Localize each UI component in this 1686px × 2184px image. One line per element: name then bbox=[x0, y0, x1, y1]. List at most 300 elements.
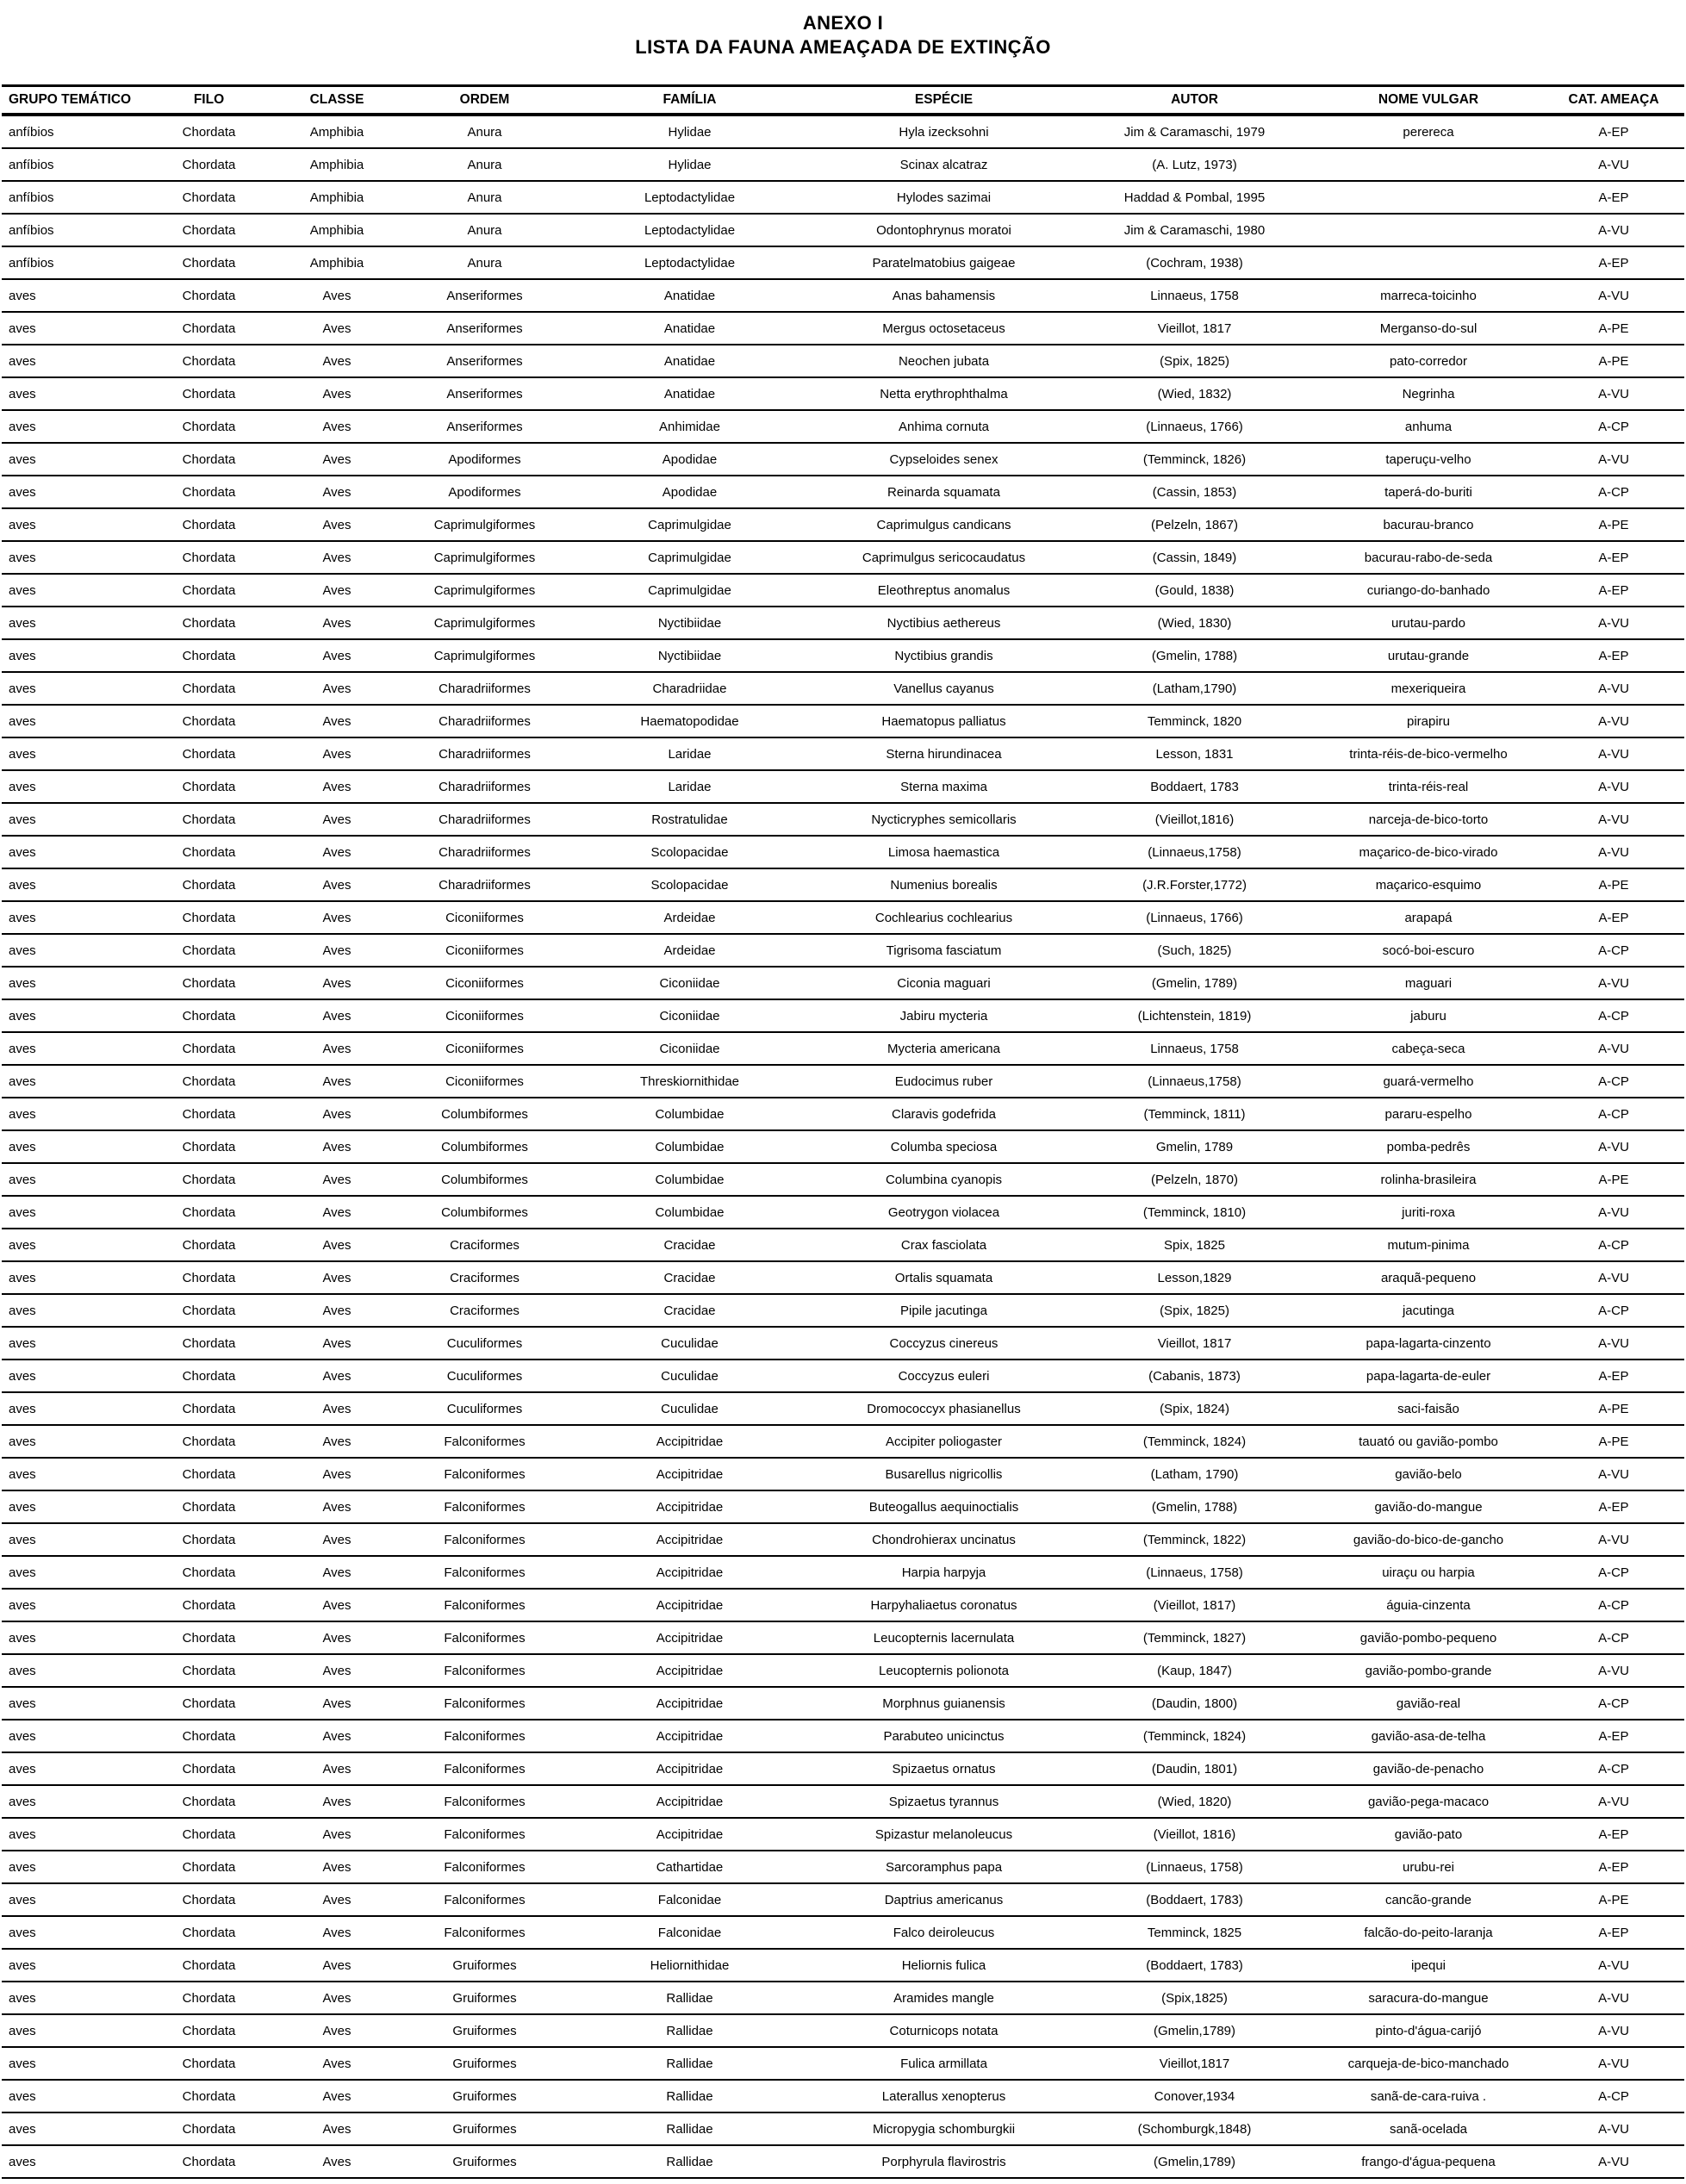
cell-filo: Chordata bbox=[146, 1916, 271, 1949]
cell-autor: (Temminck, 1824) bbox=[1075, 1720, 1314, 1752]
cell-autor: (Wied, 1832) bbox=[1075, 377, 1314, 410]
cell-filo: Chordata bbox=[146, 1851, 271, 1883]
cell-familia: Laridae bbox=[567, 737, 812, 770]
cell-classe: Aves bbox=[271, 1229, 402, 1261]
cell-especie: Crax fasciolata bbox=[812, 1229, 1075, 1261]
table-row bbox=[2, 1032, 1684, 1065]
cell-filo: Chordata bbox=[146, 803, 271, 836]
cell-cat-ameaca: A-VU bbox=[1543, 1458, 1684, 1490]
cell-ordem: Cuculiformes bbox=[402, 1360, 567, 1392]
cell-grupo-tematico: aves bbox=[2, 1130, 146, 1163]
cell-nome-vulgar: uiraçu ou harpia bbox=[1314, 1556, 1543, 1589]
cell-ordem: Ciconiiformes bbox=[402, 999, 567, 1032]
cell-grupo-tematico: aves bbox=[2, 1523, 146, 1556]
cell-familia: Nyctibiidae bbox=[567, 639, 812, 672]
cell-nome-vulgar bbox=[1314, 214, 1543, 246]
cell-filo: Chordata bbox=[146, 1294, 271, 1327]
cell-cat-ameaca: A-EP bbox=[1543, 1720, 1684, 1752]
cell-nome-vulgar: Merganso-do-sul bbox=[1314, 312, 1543, 345]
cell-grupo-tematico: aves bbox=[2, 836, 146, 868]
cell-especie: Scinax alcatraz bbox=[812, 148, 1075, 181]
cell-filo: Chordata bbox=[146, 2080, 271, 2112]
cell-ordem: Falconiformes bbox=[402, 1720, 567, 1752]
cell-filo: Chordata bbox=[146, 1523, 271, 1556]
column-header-filo: FILO bbox=[146, 86, 271, 115]
cell-nome-vulgar: maçarico-esquimo bbox=[1314, 868, 1543, 901]
cell-familia: Accipitridae bbox=[567, 1752, 812, 1785]
cell-ordem: Falconiformes bbox=[402, 1851, 567, 1883]
cell-classe: Aves bbox=[271, 1851, 402, 1883]
table-row bbox=[2, 1392, 1684, 1425]
table-row bbox=[2, 1261, 1684, 1294]
table-row bbox=[2, 574, 1684, 607]
cell-familia: Falconidae bbox=[567, 1916, 812, 1949]
cell-filo: Chordata bbox=[146, 770, 271, 803]
table-row bbox=[2, 508, 1684, 541]
table-row bbox=[2, 279, 1684, 312]
cell-ordem: Anseriformes bbox=[402, 279, 567, 312]
cell-classe: Aves bbox=[271, 1720, 402, 1752]
cell-especie: Nyctibius grandis bbox=[812, 639, 1075, 672]
cell-cat-ameaca: A-EP bbox=[1543, 246, 1684, 279]
table-row bbox=[2, 1163, 1684, 1196]
cell-autor: Conover,1934 bbox=[1075, 2080, 1314, 2112]
cell-classe: Aves bbox=[271, 1392, 402, 1425]
cell-filo: Chordata bbox=[146, 1589, 271, 1621]
cell-familia: Accipitridae bbox=[567, 1785, 812, 1818]
cell-especie: Coccyzus cinereus bbox=[812, 1327, 1075, 1360]
cell-ordem: Anseriformes bbox=[402, 312, 567, 345]
cell-cat-ameaca: A-CP bbox=[1543, 934, 1684, 967]
cell-cat-ameaca: A-PE bbox=[1543, 1425, 1684, 1458]
cell-autor: Temminck, 1825 bbox=[1075, 1916, 1314, 1949]
table-row bbox=[2, 737, 1684, 770]
cell-familia: Rallidae bbox=[567, 1982, 812, 2014]
cell-especie: Eleothreptus anomalus bbox=[812, 574, 1075, 607]
cell-classe: Aves bbox=[271, 1360, 402, 1392]
cell-nome-vulgar: ipequi bbox=[1314, 1949, 1543, 1982]
cell-classe: Aves bbox=[271, 672, 402, 705]
table-body bbox=[2, 115, 1684, 2178]
cell-grupo-tematico: aves bbox=[2, 1098, 146, 1130]
cell-classe: Aves bbox=[271, 1621, 402, 1654]
table-row bbox=[2, 1982, 1684, 2014]
cell-nome-vulgar: trinta-réis-real bbox=[1314, 770, 1543, 803]
cell-ordem: Caprimulgiformes bbox=[402, 639, 567, 672]
cell-grupo-tematico: anfíbios bbox=[2, 246, 146, 279]
cell-ordem: Falconiformes bbox=[402, 1523, 567, 1556]
cell-ordem: Anseriformes bbox=[402, 377, 567, 410]
table-row bbox=[2, 1523, 1684, 1556]
cell-filo: Chordata bbox=[146, 1785, 271, 1818]
cell-cat-ameaca: A-PE bbox=[1543, 1392, 1684, 1425]
cell-especie: Fulica armillata bbox=[812, 2047, 1075, 2080]
table-row bbox=[2, 639, 1684, 672]
cell-especie: Netta erythrophthalma bbox=[812, 377, 1075, 410]
cell-cat-ameaca: A-VU bbox=[1543, 672, 1684, 705]
cell-nome-vulgar: gavião-pombo-grande bbox=[1314, 1654, 1543, 1687]
cell-autor: Gmelin, 1789 bbox=[1075, 1130, 1314, 1163]
cell-autor: (Daudin, 1801) bbox=[1075, 1752, 1314, 1785]
table-row bbox=[2, 1851, 1684, 1883]
cell-classe: Aves bbox=[271, 2047, 402, 2080]
cell-especie: Spizaetus tyrannus bbox=[812, 1785, 1075, 1818]
table-row bbox=[2, 148, 1684, 181]
cell-familia: Accipitridae bbox=[567, 1490, 812, 1523]
table-row bbox=[2, 1621, 1684, 1654]
cell-grupo-tematico: aves bbox=[2, 1065, 146, 1098]
cell-nome-vulgar: perereca bbox=[1314, 115, 1543, 148]
cell-grupo-tematico: aves bbox=[2, 1294, 146, 1327]
cell-nome-vulgar: araquã-pequeno bbox=[1314, 1261, 1543, 1294]
cell-classe: Aves bbox=[271, 1523, 402, 1556]
cell-filo: Chordata bbox=[146, 1327, 271, 1360]
table-row bbox=[2, 410, 1684, 443]
header-row bbox=[2, 86, 1684, 115]
cell-familia: Hylidae bbox=[567, 148, 812, 181]
cell-ordem: Gruiformes bbox=[402, 2112, 567, 2145]
cell-filo: Chordata bbox=[146, 574, 271, 607]
cell-filo: Chordata bbox=[146, 1752, 271, 1785]
cell-autor: (Latham, 1790) bbox=[1075, 1458, 1314, 1490]
cell-classe: Aves bbox=[271, 1294, 402, 1327]
cell-ordem: Craciformes bbox=[402, 1261, 567, 1294]
cell-autor: Linnaeus, 1758 bbox=[1075, 279, 1314, 312]
cell-classe: Aves bbox=[271, 1654, 402, 1687]
cell-especie: Paratelmatobius gaigeae bbox=[812, 246, 1075, 279]
cell-grupo-tematico: aves bbox=[2, 1196, 146, 1229]
column-header-familia: FAMÍLIA bbox=[567, 86, 812, 115]
cell-especie: Harpyhaliaetus coronatus bbox=[812, 1589, 1075, 1621]
cell-familia: Cracidae bbox=[567, 1294, 812, 1327]
table-row bbox=[2, 934, 1684, 967]
cell-autor: (Temminck, 1822) bbox=[1075, 1523, 1314, 1556]
cell-autor: (Linnaeus, 1766) bbox=[1075, 901, 1314, 934]
cell-ordem: Anseriformes bbox=[402, 410, 567, 443]
cell-classe: Aves bbox=[271, 770, 402, 803]
cell-familia: Columbidae bbox=[567, 1098, 812, 1130]
cell-grupo-tematico: aves bbox=[2, 1818, 146, 1851]
cell-nome-vulgar: socó-boi-escuro bbox=[1314, 934, 1543, 967]
cell-ordem: Cuculiformes bbox=[402, 1327, 567, 1360]
cell-familia: Accipitridae bbox=[567, 1556, 812, 1589]
cell-grupo-tematico: aves bbox=[2, 1589, 146, 1621]
cell-classe: Amphibia bbox=[271, 214, 402, 246]
cell-cat-ameaca: A-EP bbox=[1543, 1851, 1684, 1883]
cell-cat-ameaca: A-CP bbox=[1543, 1098, 1684, 1130]
table-row bbox=[2, 1949, 1684, 1982]
cell-especie: Tigrisoma fasciatum bbox=[812, 934, 1075, 967]
cell-grupo-tematico: aves bbox=[2, 1949, 146, 1982]
cell-nome-vulgar: maçarico-de-bico-virado bbox=[1314, 836, 1543, 868]
table-row bbox=[2, 115, 1684, 148]
fauna-table bbox=[2, 84, 1684, 2179]
cell-cat-ameaca: A-VU bbox=[1543, 1032, 1684, 1065]
cell-nome-vulgar: gavião-pato bbox=[1314, 1818, 1543, 1851]
cell-cat-ameaca: A-VU bbox=[1543, 2145, 1684, 2178]
cell-grupo-tematico: aves bbox=[2, 1720, 146, 1752]
cell-filo: Chordata bbox=[146, 1654, 271, 1687]
cell-grupo-tematico: aves bbox=[2, 2014, 146, 2047]
cell-grupo-tematico: aves bbox=[2, 1883, 146, 1916]
cell-cat-ameaca: A-VU bbox=[1543, 1261, 1684, 1294]
cell-filo: Chordata bbox=[146, 2014, 271, 2047]
cell-ordem: Ciconiiformes bbox=[402, 901, 567, 934]
cell-filo: Chordata bbox=[146, 1949, 271, 1982]
cell-filo: Chordata bbox=[146, 901, 271, 934]
cell-filo: Chordata bbox=[146, 1720, 271, 1752]
cell-cat-ameaca: A-EP bbox=[1543, 181, 1684, 214]
cell-cat-ameaca: A-EP bbox=[1543, 1916, 1684, 1949]
cell-autor: (Pelzeln, 1867) bbox=[1075, 508, 1314, 541]
cell-cat-ameaca: A-EP bbox=[1543, 574, 1684, 607]
cell-autor: Boddaert, 1783 bbox=[1075, 770, 1314, 803]
cell-familia: Accipitridae bbox=[567, 1621, 812, 1654]
cell-cat-ameaca: A-EP bbox=[1543, 1360, 1684, 1392]
table-row bbox=[2, 2112, 1684, 2145]
cell-nome-vulgar: cancão-grande bbox=[1314, 1883, 1543, 1916]
cell-nome-vulgar: falcão-do-peito-laranja bbox=[1314, 1916, 1543, 1949]
cell-filo: Chordata bbox=[146, 312, 271, 345]
cell-grupo-tematico: aves bbox=[2, 574, 146, 607]
cell-grupo-tematico: aves bbox=[2, 1392, 146, 1425]
cell-classe: Aves bbox=[271, 1130, 402, 1163]
cell-autor: (Spix,1825) bbox=[1075, 1982, 1314, 2014]
cell-cat-ameaca: A-CP bbox=[1543, 1752, 1684, 1785]
cell-ordem: Gruiformes bbox=[402, 2080, 567, 2112]
cell-cat-ameaca: A-VU bbox=[1543, 607, 1684, 639]
cell-nome-vulgar bbox=[1314, 148, 1543, 181]
cell-autor: (A. Lutz, 1973) bbox=[1075, 148, 1314, 181]
cell-filo: Chordata bbox=[146, 476, 271, 508]
column-header-nome-vulgar: NOME VULGAR bbox=[1314, 86, 1543, 115]
cell-classe: Aves bbox=[271, 345, 402, 377]
cell-classe: Aves bbox=[271, 2080, 402, 2112]
cell-classe: Aves bbox=[271, 999, 402, 1032]
column-header-ordem: ORDEM bbox=[402, 86, 567, 115]
cell-especie: Ciconia maguari bbox=[812, 967, 1075, 999]
cell-especie: Columba speciosa bbox=[812, 1130, 1075, 1163]
cell-ordem: Gruiformes bbox=[402, 2145, 567, 2178]
cell-especie: Mergus octosetaceus bbox=[812, 312, 1075, 345]
cell-classe: Aves bbox=[271, 934, 402, 967]
table-row bbox=[2, 803, 1684, 836]
cell-familia: Falconidae bbox=[567, 1883, 812, 1916]
cell-especie: Chondrohierax uncinatus bbox=[812, 1523, 1075, 1556]
cell-ordem: Anura bbox=[402, 115, 567, 148]
cell-ordem: Columbiformes bbox=[402, 1196, 567, 1229]
cell-filo: Chordata bbox=[146, 377, 271, 410]
cell-autor: (Vieillot, 1816) bbox=[1075, 1818, 1314, 1851]
cell-classe: Aves bbox=[271, 541, 402, 574]
cell-grupo-tematico: aves bbox=[2, 1261, 146, 1294]
cell-nome-vulgar: gavião-pega-macaco bbox=[1314, 1785, 1543, 1818]
cell-filo: Chordata bbox=[146, 1065, 271, 1098]
cell-familia: Leptodactylidae bbox=[567, 214, 812, 246]
cell-especie: Caprimulgus sericocaudatus bbox=[812, 541, 1075, 574]
table-row bbox=[2, 1785, 1684, 1818]
cell-familia: Accipitridae bbox=[567, 1589, 812, 1621]
cell-classe: Aves bbox=[271, 1261, 402, 1294]
cell-autor: (Boddaert, 1783) bbox=[1075, 1883, 1314, 1916]
cell-filo: Chordata bbox=[146, 214, 271, 246]
table-row bbox=[2, 672, 1684, 705]
cell-familia: Columbidae bbox=[567, 1130, 812, 1163]
cell-especie: Reinarda squamata bbox=[812, 476, 1075, 508]
cell-autor: Vieillot,1817 bbox=[1075, 2047, 1314, 2080]
cell-especie: Falco deiroleucus bbox=[812, 1916, 1075, 1949]
cell-classe: Aves bbox=[271, 443, 402, 476]
cell-filo: Chordata bbox=[146, 1490, 271, 1523]
cell-nome-vulgar: gavião-pombo-pequeno bbox=[1314, 1621, 1543, 1654]
cell-ordem: Charadriiformes bbox=[402, 836, 567, 868]
cell-filo: Chordata bbox=[146, 836, 271, 868]
cell-autor: (Latham,1790) bbox=[1075, 672, 1314, 705]
cell-classe: Aves bbox=[271, 1687, 402, 1720]
cell-especie: Dromococcyx phasianellus bbox=[812, 1392, 1075, 1425]
cell-nome-vulgar: urutau-grande bbox=[1314, 639, 1543, 672]
cell-familia: Accipitridae bbox=[567, 1654, 812, 1687]
cell-grupo-tematico: aves bbox=[2, 1163, 146, 1196]
cell-nome-vulgar: papa-lagarta-cinzento bbox=[1314, 1327, 1543, 1360]
cell-grupo-tematico: aves bbox=[2, 377, 146, 410]
cell-grupo-tematico: aves bbox=[2, 1982, 146, 2014]
cell-autor: (Gmelin, 1788) bbox=[1075, 1490, 1314, 1523]
cell-ordem: Falconiformes bbox=[402, 1785, 567, 1818]
table-row bbox=[2, 541, 1684, 574]
cell-autor: (Vieillot, 1817) bbox=[1075, 1589, 1314, 1621]
cell-grupo-tematico: aves bbox=[2, 1360, 146, 1392]
cell-filo: Chordata bbox=[146, 1621, 271, 1654]
cell-especie: Hyla izecksohni bbox=[812, 115, 1075, 148]
cell-familia: Heliornithidae bbox=[567, 1949, 812, 1982]
cell-especie: Porphyrula flavirostris bbox=[812, 2145, 1075, 2178]
column-header-autor: AUTOR bbox=[1075, 86, 1314, 115]
cell-classe: Aves bbox=[271, 639, 402, 672]
cell-especie: Heliornis fulica bbox=[812, 1949, 1075, 1982]
cell-cat-ameaca: A-VU bbox=[1543, 770, 1684, 803]
table-row bbox=[2, 868, 1684, 901]
cell-classe: Aves bbox=[271, 1458, 402, 1490]
cell-autor: (Spix, 1825) bbox=[1075, 345, 1314, 377]
cell-especie: Numenius borealis bbox=[812, 868, 1075, 901]
cell-ordem: Charadriiformes bbox=[402, 803, 567, 836]
cell-ordem: Gruiformes bbox=[402, 1982, 567, 2014]
cell-autor: (Cassin, 1849) bbox=[1075, 541, 1314, 574]
cell-grupo-tematico: aves bbox=[2, 934, 146, 967]
cell-autor: (Gmelin, 1788) bbox=[1075, 639, 1314, 672]
cell-ordem: Ciconiiformes bbox=[402, 1065, 567, 1098]
cell-familia: Caprimulgidae bbox=[567, 574, 812, 607]
cell-familia: Nyctibiidae bbox=[567, 607, 812, 639]
cell-grupo-tematico: aves bbox=[2, 1851, 146, 1883]
cell-autor: (Gould, 1838) bbox=[1075, 574, 1314, 607]
cell-autor: Lesson,1829 bbox=[1075, 1261, 1314, 1294]
table-row bbox=[2, 1065, 1684, 1098]
cell-familia: Accipitridae bbox=[567, 1818, 812, 1851]
cell-autor: (Linnaeus,1758) bbox=[1075, 1065, 1314, 1098]
cell-filo: Chordata bbox=[146, 705, 271, 737]
cell-especie: Haematopus palliatus bbox=[812, 705, 1075, 737]
cell-nome-vulgar: guará-vermelho bbox=[1314, 1065, 1543, 1098]
cell-classe: Aves bbox=[271, 476, 402, 508]
cell-especie: Odontophrynus moratoi bbox=[812, 214, 1075, 246]
cell-classe: Aves bbox=[271, 1916, 402, 1949]
cell-grupo-tematico: aves bbox=[2, 1458, 146, 1490]
cell-especie: Spizaetus ornatus bbox=[812, 1752, 1075, 1785]
table-row bbox=[2, 181, 1684, 214]
cell-cat-ameaca: A-CP bbox=[1543, 410, 1684, 443]
cell-classe: Amphibia bbox=[271, 148, 402, 181]
cell-especie: Cochlearius cochlearius bbox=[812, 901, 1075, 934]
table-row bbox=[2, 246, 1684, 279]
cell-cat-ameaca: A-EP bbox=[1543, 901, 1684, 934]
cell-nome-vulgar: gavião-asa-de-telha bbox=[1314, 1720, 1543, 1752]
cell-autor: (Temminck, 1827) bbox=[1075, 1621, 1314, 1654]
cell-cat-ameaca: A-CP bbox=[1543, 1556, 1684, 1589]
cell-familia: Ciconiidae bbox=[567, 967, 812, 999]
cell-nome-vulgar: águia-cinzenta bbox=[1314, 1589, 1543, 1621]
table-row bbox=[2, 1327, 1684, 1360]
cell-classe: Aves bbox=[271, 1883, 402, 1916]
cell-grupo-tematico: aves bbox=[2, 2047, 146, 2080]
cell-nome-vulgar: frango-d'água-pequena bbox=[1314, 2145, 1543, 2178]
cell-ordem: Anseriformes bbox=[402, 345, 567, 377]
cell-classe: Aves bbox=[271, 1490, 402, 1523]
cell-nome-vulgar: cabeça-seca bbox=[1314, 1032, 1543, 1065]
cell-grupo-tematico: aves bbox=[2, 508, 146, 541]
cell-grupo-tematico: aves bbox=[2, 770, 146, 803]
cell-especie: Nycticryphes semicollaris bbox=[812, 803, 1075, 836]
cell-grupo-tematico: aves bbox=[2, 639, 146, 672]
cell-familia: Cuculidae bbox=[567, 1392, 812, 1425]
cell-filo: Chordata bbox=[146, 737, 271, 770]
cell-classe: Aves bbox=[271, 1589, 402, 1621]
cell-familia: Cathartidae bbox=[567, 1851, 812, 1883]
cell-autor: (Temminck, 1826) bbox=[1075, 443, 1314, 476]
cell-especie: Aramides mangle bbox=[812, 1982, 1075, 2014]
cell-nome-vulgar: jaburu bbox=[1314, 999, 1543, 1032]
cell-cat-ameaca: A-EP bbox=[1543, 541, 1684, 574]
cell-familia: Haematopodidae bbox=[567, 705, 812, 737]
cell-nome-vulgar: curiango-do-banhado bbox=[1314, 574, 1543, 607]
cell-especie: Laterallus xenopterus bbox=[812, 2080, 1075, 2112]
table-row bbox=[2, 607, 1684, 639]
cell-filo: Chordata bbox=[146, 1196, 271, 1229]
cell-classe: Aves bbox=[271, 607, 402, 639]
cell-cat-ameaca: A-CP bbox=[1543, 999, 1684, 1032]
cell-familia: Accipitridae bbox=[567, 1523, 812, 1556]
cell-classe: Aves bbox=[271, 868, 402, 901]
cell-filo: Chordata bbox=[146, 1229, 271, 1261]
cell-grupo-tematico: aves bbox=[2, 868, 146, 901]
cell-filo: Chordata bbox=[146, 1425, 271, 1458]
cell-classe: Aves bbox=[271, 2112, 402, 2145]
cell-nome-vulgar: Negrinha bbox=[1314, 377, 1543, 410]
cell-cat-ameaca: A-VU bbox=[1543, 1523, 1684, 1556]
cell-filo: Chordata bbox=[146, 607, 271, 639]
cell-cat-ameaca: A-VU bbox=[1543, 737, 1684, 770]
cell-especie: Claravis godefrida bbox=[812, 1098, 1075, 1130]
cell-cat-ameaca: A-PE bbox=[1543, 345, 1684, 377]
cell-grupo-tematico: aves bbox=[2, 705, 146, 737]
cell-ordem: Craciformes bbox=[402, 1229, 567, 1261]
cell-cat-ameaca: A-PE bbox=[1543, 868, 1684, 901]
cell-familia: Ardeidae bbox=[567, 901, 812, 934]
cell-nome-vulgar bbox=[1314, 181, 1543, 214]
cell-nome-vulgar: taperá-do-buriti bbox=[1314, 476, 1543, 508]
cell-familia: Columbidae bbox=[567, 1163, 812, 1196]
